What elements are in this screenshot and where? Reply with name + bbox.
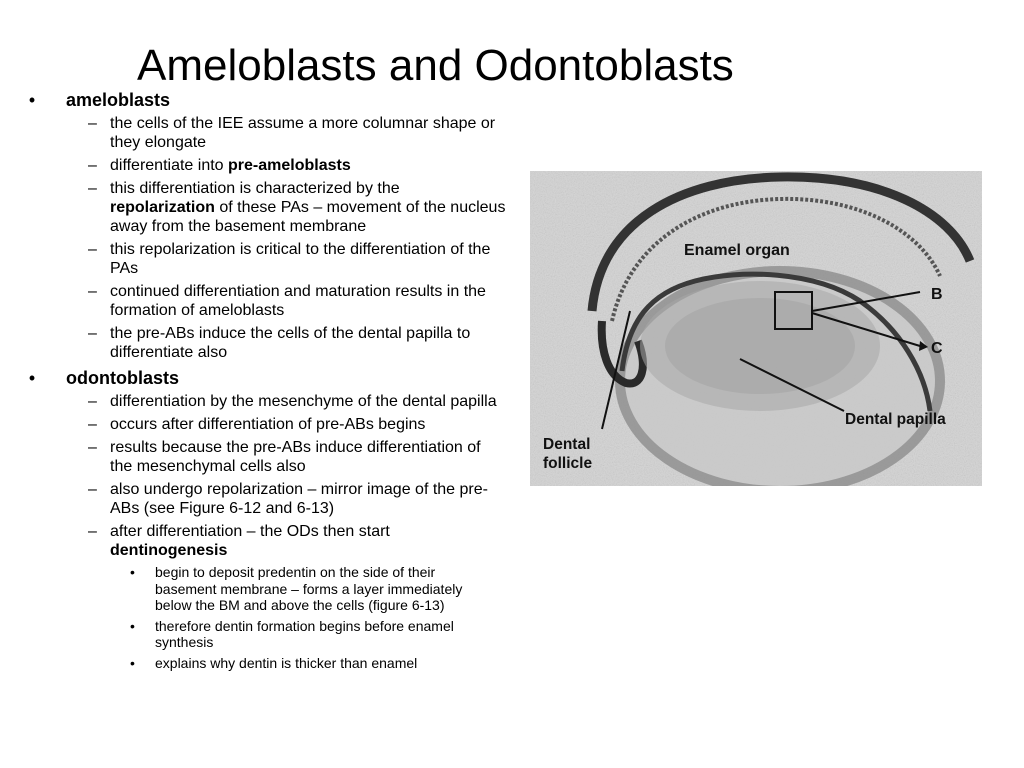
label-b: B — [931, 286, 943, 303]
sub-sub-bullet-text: begin to deposit predentin on the side of their basement membrane – forms a layer immediately below the BM and above the cells (figure 6-13) — [155, 564, 463, 613]
sub-bullet — [26, 415, 506, 434]
bullet-marker: • — [28, 90, 36, 110]
sub-bullet — [26, 240, 506, 278]
sub-bullet-text: also undergo repolarization – mirror image of the pre-ABs (see Figure 6-12 and 6-13) — [110, 481, 488, 517]
bold-term: repolarization — [110, 199, 215, 216]
label-follicle: follicle — [543, 455, 593, 472]
sub-bullet — [26, 282, 506, 320]
bullet-marker: • — [28, 368, 36, 388]
sub-sub-bullet — [26, 564, 500, 614]
bullet-marker: • — [130, 564, 135, 580]
dash-marker: – — [88, 115, 97, 132]
dash-marker: – — [88, 481, 97, 498]
dash-marker: – — [88, 180, 97, 197]
sub-bullet — [26, 392, 506, 411]
sub-bullet — [26, 522, 506, 560]
sub-sub-bullet — [26, 655, 500, 672]
sub-bullet-text: the pre-ABs induce the cells of the dental papilla to differentiate also — [110, 325, 471, 361]
sub-bullet-text: this repolarization is critical to the differentiation of the PAs — [110, 241, 491, 277]
bold-term: dentinogenesis — [110, 542, 228, 559]
label-dental: Dental — [543, 436, 591, 453]
sub-sub-bullet — [26, 618, 500, 651]
bold-term: pre-ameloblasts — [228, 157, 351, 174]
label-c: C — [931, 340, 943, 357]
micrograph-svg — [530, 171, 982, 486]
dash-marker: – — [88, 157, 97, 174]
bullet-content — [26, 90, 506, 671]
label-enamel-organ: Enamel organ — [684, 242, 790, 259]
dash-marker: – — [88, 283, 97, 300]
sub-bullet-text: of these PAs – movement of the nucleus away from the basement membrane — [110, 199, 506, 235]
dash-marker: – — [88, 523, 97, 540]
bullet-marker: • — [130, 617, 135, 634]
slide-title: Ameloblasts and Odontoblasts — [137, 41, 734, 90]
bullet-heading: ameloblasts — [66, 90, 171, 110]
dental-papilla-core — [665, 298, 855, 394]
sub-sub-bullet-text: therefore dentin formation begins before enamel synthesis — [155, 617, 454, 650]
bullet-marker: • — [130, 654, 135, 671]
sub-bullet — [26, 480, 506, 518]
sub-bullet — [26, 438, 506, 476]
dash-marker: – — [88, 439, 97, 456]
sub-bullet-text: differentiation by the mesenchyme of the dental papilla — [110, 393, 497, 410]
sub-bullet-text: after differentiation – the ODs then start — [110, 523, 390, 540]
dash-marker: – — [88, 416, 97, 433]
tooth-germ-micrograph — [530, 171, 982, 486]
label-dental-papilla: Dental papilla — [845, 411, 946, 428]
sub-bullet — [26, 179, 506, 236]
sub-bullet-text: occurs after differentiation of pre-ABs begins — [110, 416, 426, 433]
sub-bullet-text: continued differentiation and maturation results in the formation of ameloblasts — [110, 283, 486, 319]
bullet-heading: odontoblasts — [66, 368, 179, 388]
sub-bullet — [26, 324, 506, 362]
sub-bullet-text: the cells of the IEE assume a more columnar shape or they elongate — [110, 115, 496, 151]
dash-marker: – — [88, 241, 97, 258]
dash-marker: – — [88, 325, 97, 342]
sub-bullet — [26, 156, 506, 175]
sub-bullet-text: this differentiation is characterized by the — [110, 180, 400, 197]
sub-bullet-text: results because the pre-ABs induce differentiation of the mesenchymal cells also — [110, 439, 481, 475]
bullet-ameloblasts — [26, 90, 506, 110]
dash-marker: – — [88, 393, 97, 410]
bullet-odontoblasts — [26, 368, 506, 388]
sub-sub-bullet-text: explains why dentin is thicker than enamel — [155, 654, 418, 671]
sub-bullet — [26, 114, 506, 152]
sub-bullet-text: differentiate into — [110, 157, 229, 174]
